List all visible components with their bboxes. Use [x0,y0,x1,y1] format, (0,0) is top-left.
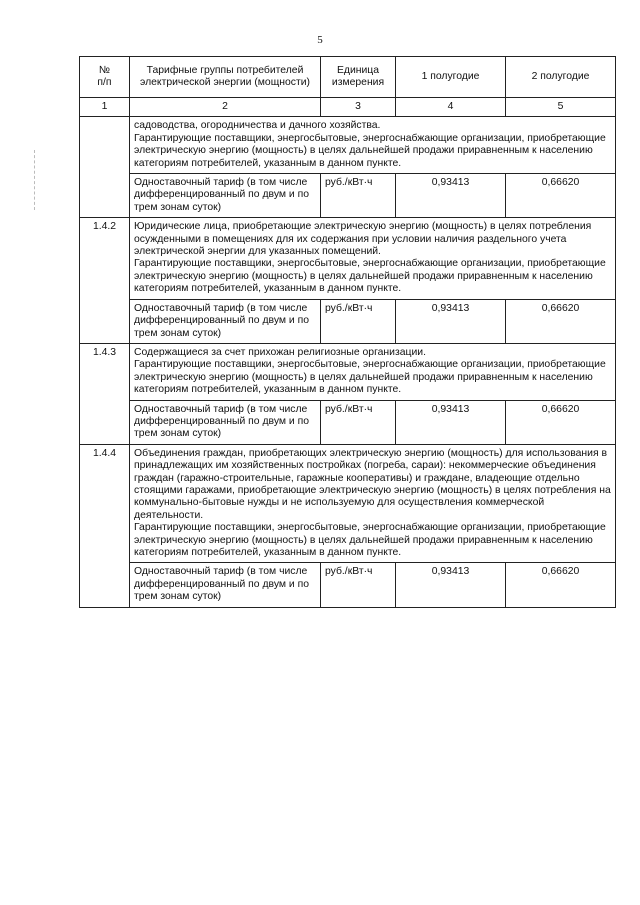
scan-edge-marks [34,150,36,210]
tariff-value-h1: 0,93413 [396,174,506,218]
tariff-name: Одноставочный тариф (в том числе дифференцированный по двум и по трем зонам суток) [130,563,321,607]
table-row [80,343,616,400]
tariff-value-h2: 0,66620 [506,400,616,444]
row-number: 1.4.2 [80,218,130,344]
tariff-value-h2: 0,66620 [506,174,616,218]
tariff-row [80,299,616,343]
tariff-name: Одноставочный тариф (в том числе дифференцированный по двум и по трем зонам суток) [130,299,321,343]
column-number: 3 [321,98,396,117]
row-description: садоводства, огородничества и дачного хозяйства. Гарантирующие поставщики, энергосбытовые, энергоснабжающие организации, приобретающие электрическую энергию (мощность) в целях дальнейшей продажи приравненным к населению категориям потребителей, указанным в данном пункте. [130,117,616,174]
tariff-value-h1: 0,93413 [396,400,506,444]
row-description: Юридические лица, приобретающие электрическую энергию (мощность) в целях потребления осужденными в помещениях для их содержания при условии наличия раздельного учета электрической энергии для указанных помещений. Гарантирующие поставщики, энергосбытовые, энергоснабжающие организации, приобретающие электрическую энергию (мощность) в целях дальнейшей продажи приравненным к населению категориям потребителей, указанным в данном пункте. [130,218,616,299]
row-number: 1.4.4 [80,444,130,607]
tariff-value-h2: 0,66620 [506,563,616,607]
header-second-half: 2 полугодие [506,57,616,98]
tariff-unit: руб./кВт·ч [321,299,396,343]
header-tariff-groups: Тарифные группы потребителей электрической энергии (мощности) [130,57,321,98]
table-row [80,117,616,174]
row-number [80,117,130,218]
tariff-value-h1: 0,93413 [396,299,506,343]
column-number: 5 [506,98,616,117]
tariff-row [80,174,616,218]
row-description: Содержащиеся за счет прихожан религиозные организации. Гарантирующие поставщики, энергосбытовые, энергоснабжающие организации, приобретающие электрическую энергию (мощность) в целях дальнейшей продажи приравненным к населению категориям потребителей, указанным в данном пункте. [130,343,616,400]
tariff-value-h1: 0,93413 [396,563,506,607]
tariff-row [80,563,616,607]
tariff-row [80,400,616,444]
page-number: 5 [317,34,323,46]
header-unit: Единица измерения [321,57,396,98]
column-number-row [80,98,616,117]
column-number: 1 [80,98,130,117]
table-row [80,444,616,563]
header-number: № п/п [80,57,130,98]
header-first-half: 1 полугодие [396,57,506,98]
tariff-table [79,56,616,608]
column-number: 2 [130,98,321,117]
tariff-name: Одноставочный тариф (в том числе дифференцированный по двум и по трем зонам суток) [130,400,321,444]
row-number: 1.4.3 [80,343,130,444]
table-row [80,218,616,299]
column-number: 4 [396,98,506,117]
tariff-unit: руб./кВт·ч [321,400,396,444]
tariff-unit: руб./кВт·ч [321,174,396,218]
tariff-name: Одноставочный тариф (в том числе дифференцированный по двум и по трем зонам суток) [130,174,321,218]
tariff-value-h2: 0,66620 [506,299,616,343]
table-header-row [80,57,616,98]
row-description: Объединения граждан, приобретающих электрическую энергию (мощность) для использования в принадлежащих им хозяйственных постройках (погреба, сараи): некоммерческие объединения граждан (гаражно-строительные, гаражные кооперативы) и граждане, владеющие отдельно стоящими гаражами, приобретающие электрическую энергию (мощность) в целях потребления на коммунально-бытовые нужды и не используемую для осуществления коммерческой деятельности. Гарантирующие поставщики, энергосбытовые, энергоснабжающие организации, приобретающие электрическую энергию (мощность) в целях дальнейшей продажи приравненным к населению категориям потребителей, указанным в данном пункте. [130,444,616,563]
tariff-unit: руб./кВт·ч [321,563,396,607]
